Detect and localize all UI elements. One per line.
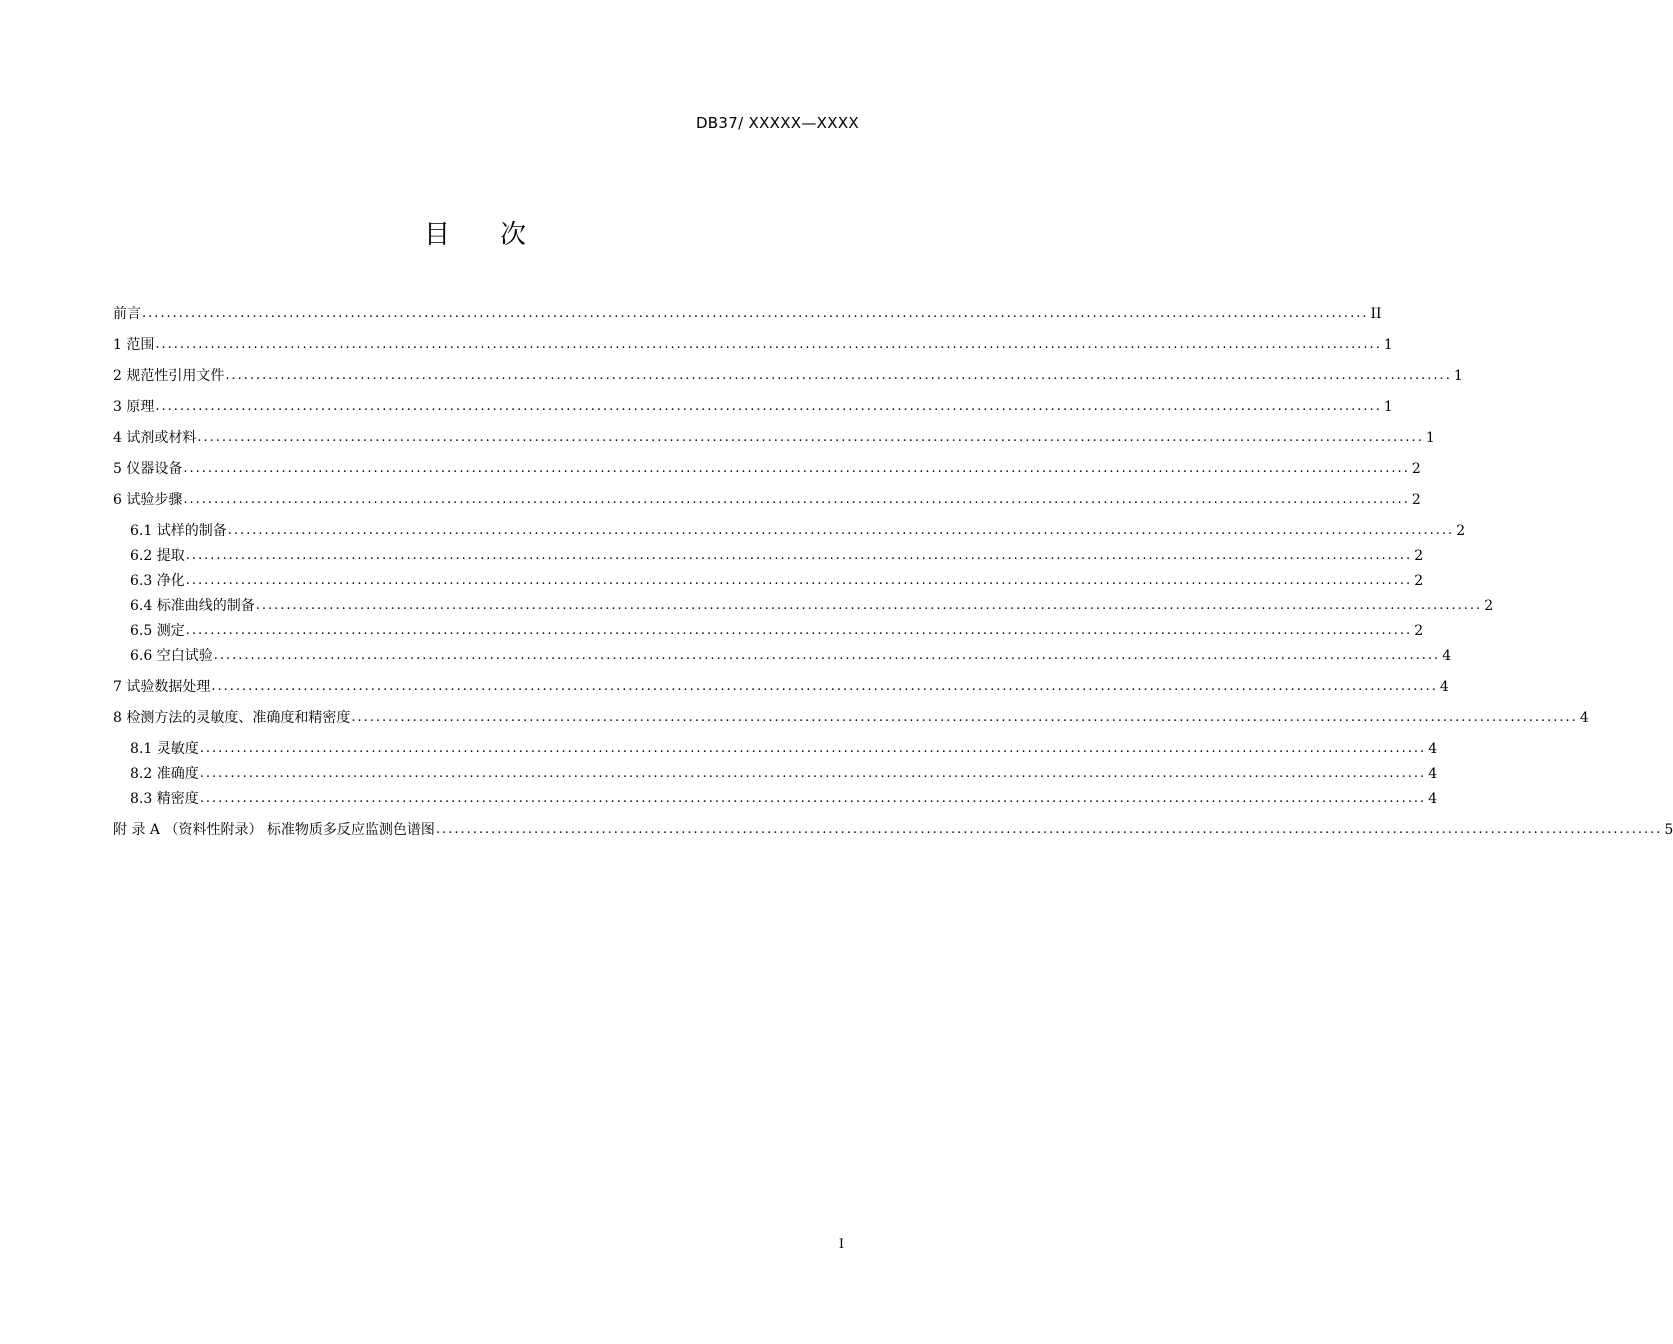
toc-entry-label: 6.3 净化 bbox=[130, 573, 185, 589]
toc-leader-dots: ........................................................................................................................................................................................................ bbox=[197, 430, 1424, 445]
toc-entry-page: 1 bbox=[1453, 368, 1463, 384]
title-char-2: 次 bbox=[500, 220, 527, 250]
toc-entry-label: 附 录 A （资料性附录） 标准物质多反应监测色谱图 bbox=[113, 822, 435, 838]
toc-entry-page: 4 bbox=[1579, 710, 1589, 726]
toc-entry[interactable] bbox=[113, 490, 1421, 510]
toc-entry-label: 5 仪器设备 bbox=[113, 461, 183, 477]
toc-entry-page: 2 bbox=[1414, 573, 1424, 589]
toc-leader-dots: ........................................................................................................................................................................................................ bbox=[183, 461, 1410, 476]
toc-leader-dots: ........................................................................................................................................................................................................ bbox=[185, 573, 1413, 588]
toc-leader-dots: ........................................................................................................................................................................................................ bbox=[155, 399, 1382, 414]
toc-leader-dots: ........................................................................................................................................................................................................ bbox=[255, 598, 1483, 613]
toc-entry-page: 2 bbox=[1411, 492, 1421, 508]
toc-leader-dots: ........................................................................................................................................................................................................ bbox=[199, 741, 1427, 756]
page-number: I bbox=[838, 1237, 844, 1252]
toc-entry[interactable] bbox=[130, 764, 1438, 784]
toc-entry-label: 8.3 精密度 bbox=[130, 791, 199, 807]
toc-entry[interactable] bbox=[113, 677, 1449, 697]
page-title bbox=[0, 214, 950, 251]
toc-entry[interactable] bbox=[130, 646, 1452, 666]
toc-entry[interactable] bbox=[130, 571, 1424, 591]
toc-entry-page: 1 bbox=[1383, 399, 1393, 415]
toc-leader-dots: ........................................................................................................................................................................................................ bbox=[211, 679, 1438, 694]
toc-leader-dots: ........................................................................................................................................................................................................ bbox=[183, 492, 1410, 507]
title-char-1: 目 bbox=[423, 220, 450, 250]
toc-entry-label: 8.2 准确度 bbox=[130, 766, 199, 782]
toc-entry-page: 2 bbox=[1414, 623, 1424, 639]
toc-entry-label: 2 规范性引用文件 bbox=[113, 368, 225, 384]
toc-entry-page: II bbox=[1370, 306, 1382, 322]
toc-leader-dots: ........................................................................................................................................................................................................ bbox=[199, 766, 1427, 781]
toc-entry[interactable] bbox=[113, 708, 1589, 728]
toc-entry[interactable] bbox=[113, 397, 1393, 417]
toc-entry[interactable] bbox=[130, 521, 1466, 541]
toc-entry-page: 2 bbox=[1484, 598, 1494, 614]
toc-entry-label: 4 试剂或材料 bbox=[113, 430, 197, 446]
toc-entry-page: 4 bbox=[1428, 766, 1438, 782]
toc-entry-label: 6.4 标准曲线的制备 bbox=[130, 598, 255, 614]
toc-entry-label: 8.1 灵敏度 bbox=[130, 741, 199, 757]
toc-entry-label: 前言 bbox=[113, 306, 141, 322]
toc-entry[interactable] bbox=[113, 459, 1421, 479]
toc-entry[interactable] bbox=[130, 739, 1438, 759]
toc-entry-label: 6.5 测定 bbox=[130, 623, 185, 639]
toc-leader-dots: ........................................................................................................................................................................................................ bbox=[185, 623, 1413, 638]
toc-entry-page: 4 bbox=[1428, 741, 1438, 757]
toc-entry-page: 2 bbox=[1411, 461, 1421, 477]
toc-leader-dots: ........................................................................................................................................................................................................ bbox=[227, 523, 1455, 538]
toc-entry-page: 1 bbox=[1383, 337, 1393, 353]
toc-leader-dots: ........................................................................................................................................................................................................ bbox=[199, 791, 1427, 806]
toc-entry-label: 1 范围 bbox=[113, 337, 155, 353]
toc-entry[interactable] bbox=[130, 546, 1424, 566]
toc-entry-page: 2 bbox=[1456, 523, 1466, 539]
toc-entry[interactable] bbox=[113, 366, 1463, 386]
toc-entry-label: 6.2 提取 bbox=[130, 548, 185, 564]
toc-leader-dots: ........................................................................................................................................................................................................ bbox=[142, 306, 1369, 321]
toc-entry[interactable] bbox=[113, 304, 1382, 324]
toc-entry[interactable] bbox=[130, 596, 1494, 616]
document-code: DB37/ XXXXX—XXXX bbox=[695, 114, 859, 132]
toc-entry[interactable] bbox=[113, 335, 1393, 355]
toc-leader-dots: ........................................................................................................................................................................................................ bbox=[155, 337, 1382, 352]
toc-entry-page: 4 bbox=[1439, 679, 1449, 695]
toc-leader-dots: ........................................................................................................................................................................................................ bbox=[225, 368, 1452, 383]
toc-leader-dots: ........................................................................................................................................................................................................ bbox=[351, 710, 1578, 725]
toc-leader-dots: ........................................................................................................................................................................................................ bbox=[213, 648, 1441, 663]
toc-leader-dots: ........................................................................................................................................................................................................ bbox=[185, 548, 1413, 563]
toc-entry-page: 5 bbox=[1664, 822, 1673, 838]
toc-entry-label: 3 原理 bbox=[113, 399, 155, 415]
toc-leader-dots: ........................................................................................................................................................................................................ bbox=[435, 822, 1663, 837]
toc-entry-label: 6.6 空白试验 bbox=[130, 648, 213, 664]
toc-entry-page: 1 bbox=[1425, 430, 1435, 446]
toc-entry-label: 6 试验步骤 bbox=[113, 492, 183, 508]
toc-entry[interactable] bbox=[113, 820, 1673, 840]
toc-entry-label: 8 检测方法的灵敏度、准确度和精密度 bbox=[113, 710, 351, 726]
toc-entry[interactable] bbox=[130, 789, 1438, 809]
toc-entry-page: 4 bbox=[1428, 791, 1438, 807]
toc-entry[interactable] bbox=[130, 621, 1424, 641]
toc-entry-page: 2 bbox=[1414, 548, 1424, 564]
toc-entry-label: 7 试验数据处理 bbox=[113, 679, 211, 695]
toc-entry-label: 6.1 试样的制备 bbox=[130, 523, 227, 539]
toc-entry-page: 4 bbox=[1442, 648, 1452, 664]
toc-entry[interactable] bbox=[113, 428, 1435, 448]
